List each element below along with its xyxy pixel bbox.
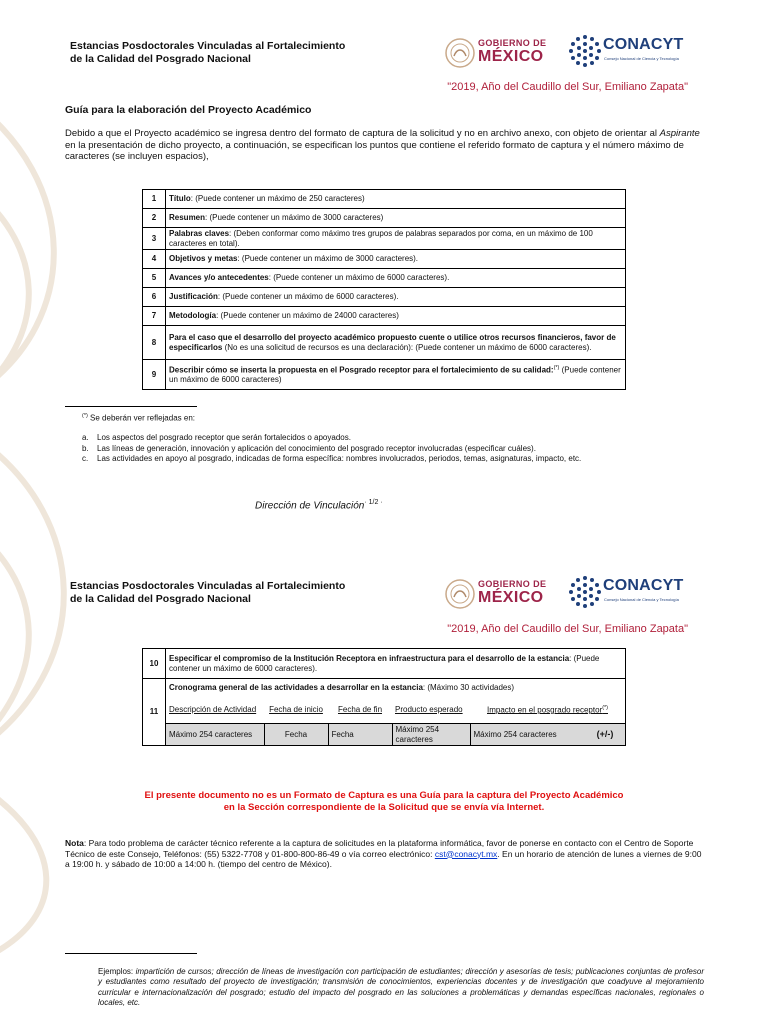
table-row <box>143 649 626 679</box>
table-row <box>143 307 626 326</box>
item-number: 7 <box>143 307 166 326</box>
table-row <box>143 269 626 288</box>
footnote-list <box>82 433 581 465</box>
table-row <box>143 360 626 390</box>
schedule-cell: Fecha <box>328 724 392 746</box>
item-cell <box>166 360 626 390</box>
item-label: Metodología <box>169 311 217 321</box>
list-letter: a. <box>82 433 89 442</box>
conacyt-wordmark: CONACYT <box>603 36 684 53</box>
column-header: Descripción de Actividad <box>169 704 257 714</box>
note-label: Nota <box>65 838 84 848</box>
list-item <box>82 454 581 465</box>
program-title-page2 <box>70 580 345 606</box>
list-item <box>82 433 581 444</box>
page-footer: Dirección de Vinculación· $^{1/2}$ · <box>255 499 383 512</box>
item-number: 4 <box>143 250 166 269</box>
conacyt-logo <box>568 34 708 74</box>
list-letter: c. <box>82 454 89 463</box>
table-row <box>143 326 626 360</box>
gob-mexico-text: MÉXICO <box>478 48 544 65</box>
year-motto: "2019, Año del Caudillo del Sur, Emiliano Zapata" <box>447 81 688 93</box>
table-row <box>143 679 626 696</box>
column-header-cell <box>470 696 626 724</box>
item-label: Resumen <box>169 213 206 223</box>
gobierno-logo <box>440 575 552 615</box>
list-item <box>82 444 581 455</box>
intro-text-1: Debido a que el Proyecto académico se ingresa dentro del formato de captura de la solicitud y no en archivo anexo, con objeto de orientar al <box>65 128 660 139</box>
column-header: Impacto en el posgrado receptor <box>487 705 603 715</box>
footnote-mark: (*) <box>82 413 88 419</box>
table-row <box>143 250 626 269</box>
table-row <box>143 228 626 250</box>
item-number: 5 <box>143 269 166 288</box>
item-cell <box>166 269 626 288</box>
list-text: Los aspectos del posgrado receptor que serán fortalecidos o apoyados. <box>97 433 351 442</box>
item-cell <box>166 288 626 307</box>
program-title <box>70 40 345 66</box>
item-number: 9 <box>143 360 166 390</box>
item-text: : (Puede contener un máximo de 250 caracteres) <box>190 194 365 204</box>
column-header: Fecha de inicio <box>269 704 323 714</box>
item-cell <box>166 209 626 228</box>
item-text: : (Puede contener un máximo de 6000 caracteres). <box>217 292 399 302</box>
schedule-row <box>143 724 626 746</box>
item-label: Para el caso que el desarrollo del proyecto académico propuesto cuente o utilice otros recursos financieros, favor de especificarlos <box>169 333 616 352</box>
intro-emphasis: Aspirante <box>659 128 700 139</box>
footnote-rule <box>65 953 197 954</box>
intro-paragraph <box>65 128 705 163</box>
support-note <box>65 838 705 870</box>
table-row <box>143 288 626 307</box>
table-row <box>143 209 626 228</box>
note-text-1: : Para todo problema de carácter técnico referente a la captura de solicitudes en la plataforma informática, favor de ponerse en contacto con el Centro de Soporte Técnico de este Consejo, Teléfonos: (55) 5322-7708 y 01-800-800-86-49 o vía correo electrónico: <box>65 838 694 859</box>
column-header: Producto esperado <box>395 704 463 714</box>
program-title-line2: de la Calidad del Posgrado Nacional <box>70 53 251 65</box>
gob-mexico-text: MÉXICO <box>478 589 544 606</box>
gobierno-logo <box>440 34 552 74</box>
item-number: 6 <box>143 288 166 307</box>
footnote-mark: (*) <box>553 365 560 372</box>
item-number: 2 <box>143 209 166 228</box>
item-text: : (Puede contener un máximo de 6000 caracteres). <box>268 273 450 283</box>
item-label: Describir cómo se inserta la propuesta en el Posgrado receptor para el fortalecimiento de su calidad: <box>169 366 554 376</box>
item-cell <box>166 649 626 679</box>
list-text: Las líneas de generación, innovación y aplicación del conocimiento del posgrado receptor involucradas (especificar cuáles). <box>97 443 536 453</box>
column-header: Fecha de fin <box>337 704 383 714</box>
examples-footnote <box>98 967 704 1008</box>
item-label: Título <box>169 194 191 204</box>
program-title-line2: de la Calidad del Posgrado Nacional <box>70 593 251 605</box>
item-label: Avances y/o antecedentes <box>169 273 269 283</box>
footnote-rule <box>65 406 197 407</box>
item-text: : (Puede contener un máximo de 3000 caracteres) <box>205 213 384 223</box>
notice-line1: El presente documento no es un Formato de Captura es una Guía para la captura del Proyecto Académico <box>144 790 624 801</box>
schedule-cell: Fecha <box>264 724 328 746</box>
schedule-header-row <box>143 696 626 724</box>
item-text: (Puede contener un máximo de 6000 caracteres) <box>169 366 621 385</box>
item-text: : (Puede contener un máximo de 24000 caracteres) <box>216 311 399 321</box>
item-text: : (Puede contener un máximo de 3000 caracteres). <box>237 254 419 264</box>
conacyt-wordmark: CONACYT <box>603 577 684 594</box>
program-title-line1: Estancias Posdoctorales Vinculadas al Fortalecimiento <box>70 40 346 52</box>
guide-notice <box>70 790 698 814</box>
page-number: 1/2 <box>366 499 381 506</box>
footnote-intro-text: Se deberán ver reflejadas en: <box>87 413 195 423</box>
conacyt-logo <box>568 575 708 615</box>
item-number: 11 <box>143 679 166 746</box>
gob-top-text: GOBIERNO DE <box>478 38 547 48</box>
item-number: 1 <box>143 190 166 209</box>
schedule-cell: Máximo 254 caracteres <box>392 724 470 746</box>
item-cell <box>166 307 626 326</box>
footer-label: Dirección de Vinculación <box>255 500 365 512</box>
item-cell <box>166 679 626 696</box>
requirements-table <box>142 189 626 390</box>
list-letter: b. <box>82 443 89 453</box>
note-text-2: . En un horario de atención de lunes a viernes de 9:00 a 19:00 h. y sábado de 10:00 a 14:00 h. (tiempo del centro de México). <box>65 848 702 869</box>
background-ornament <box>0 60 110 960</box>
item-text: : (Máximo 30 actividades) <box>422 682 515 692</box>
footnote-mark: (*) <box>602 704 608 711</box>
eagle-seal-icon <box>444 36 476 70</box>
conacyt-dots-icon <box>568 575 602 609</box>
item-cell <box>166 228 626 250</box>
item-number: 8 <box>143 326 166 360</box>
program-title-line1: Estancias Posdoctorales Vinculadas al Fortalecimiento <box>70 580 346 592</box>
conacyt-subtitle: Consejo Nacional de Ciencia y Tecnología <box>604 597 679 602</box>
item-text: (No es una solicitud de recursos es una declaración): (Puede contener un máximo de 6000 caracteres). <box>222 342 592 352</box>
schedule-cell: Máximo 254 caracteres <box>166 724 265 746</box>
year-motto: "2019, Año del Caudillo del Sur, Emiliano Zapata" <box>447 623 688 635</box>
requirements-table-2 <box>142 648 626 746</box>
item-label: Cronograma general de las actividades a desarrollar en la estancia <box>169 682 423 692</box>
footnote-intro <box>82 411 195 424</box>
notice-line2: en la Sección correspondiente de la Solicitud que se envía vía Internet. <box>223 802 545 813</box>
item-cell <box>166 326 626 360</box>
item-label: Justificación <box>169 292 218 302</box>
item-text: : (Puede contener un máximo de 6000 caracteres). <box>169 654 600 673</box>
item-label: Especificar el compromiso de la Institución Receptora en infraestructura para el desarrollo de la estancia <box>169 654 570 664</box>
add-remove-control: (+/-) <box>585 724 626 746</box>
conacyt-subtitle: Consejo Nacional de Ciencia y Tecnología <box>604 56 679 61</box>
conacyt-dots-icon <box>568 34 602 68</box>
table-row <box>143 190 626 209</box>
item-number: 3 <box>143 228 166 250</box>
examples-label: Ejemplos: <box>98 967 136 976</box>
item-cell <box>166 250 626 269</box>
item-label: Palabras claves <box>169 229 230 239</box>
gob-top-text: GOBIERNO DE <box>478 579 547 589</box>
examples-text: impartición de cursos; dirección de líneas de investigación con participación de estudiantes; dirección y asesorías de tesis; publicaciones conjuntas de profesor y estudiantes como resultado del proyecto de investigación; transmisión de conocimientos, experiencias docentes y de investigación que coadyuve al mejoramiento curricular e internacionalización del posgrado; estudio del impacto del posgrado en las soluciones a problemáticas y demandas específicas nacionales, regionales o locales, etc. <box>98 967 704 1007</box>
item-text: : (Deben conformar como máximo tres grupos de palabras separados por coma, en un máximo de 100 caracteres en total). <box>169 229 593 248</box>
schedule-cell: Máximo 254 caracteres <box>470 724 585 746</box>
intro-text-2: en la presentación de dicho proyecto, a continuación, se especifican los puntos que contiene el referido formato de captura y el número máximo de caracteres (se incluyen espacios), <box>65 139 684 162</box>
item-cell <box>166 190 626 209</box>
eagle-seal-icon <box>444 577 476 611</box>
guide-title: Guía para la elaboración del Proyecto Académico <box>65 104 312 116</box>
list-text: Las actividades en apoyo al posgrado, indicadas de forma específica: nombres involucrados, periodos, temas, asignaturas, impacto, etc. <box>97 454 582 463</box>
support-email-link[interactable]: cst@conacyt.mx <box>434 848 498 859</box>
item-label: Objetivos y metas <box>169 254 238 264</box>
item-number: 10 <box>143 649 166 679</box>
